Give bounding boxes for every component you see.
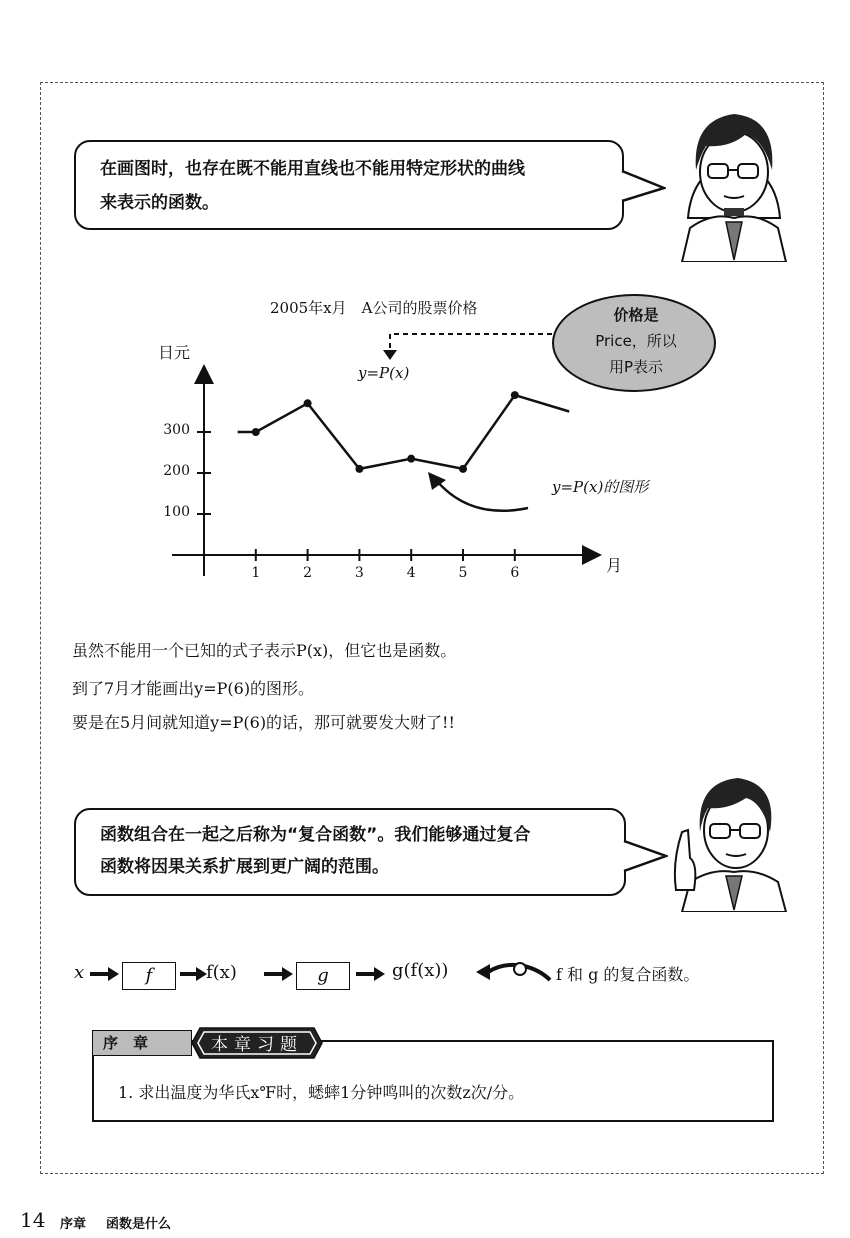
bubble-bottom-tail — [622, 838, 668, 874]
graph-pointer-arrow — [436, 480, 528, 511]
footer-chapter: 序章 — [60, 1217, 87, 1232]
price-series-line — [238, 395, 570, 469]
x-tick-label: 5 — [458, 565, 468, 581]
data-point — [511, 391, 519, 399]
oval-line3: 用P表示 — [608, 358, 664, 376]
y-tick-label: 300 — [163, 422, 190, 438]
chain-arrow-3 — [262, 964, 294, 984]
connector-arrowhead — [383, 350, 397, 360]
page-number: 14 — [20, 1208, 46, 1232]
chain-fx: f(x) — [206, 962, 237, 983]
x-tick-label: 2 — [303, 565, 313, 581]
price-note-oval — [552, 294, 716, 392]
x-tick-label: 4 — [406, 565, 416, 581]
function-box-f: f — [122, 962, 176, 990]
paragraph-line2: 到了7月才能画出y=P(6)的图形。 — [72, 679, 315, 698]
data-point — [459, 465, 467, 473]
badge-connector — [322, 1039, 776, 1043]
chain-arrow-4 — [354, 964, 386, 984]
chart-title: 2005年x月 A公司的股票价格 — [270, 299, 478, 317]
bubble-top-line1: 在画图时，也存在既不能用直线也不能用特定形状的曲线 — [100, 159, 525, 179]
composition-note: f 和 g 的复合函数。 — [556, 965, 700, 984]
data-point — [304, 399, 312, 407]
function-box-g: g — [296, 962, 350, 990]
x-tick-label: 1 — [251, 565, 261, 581]
oval-line1: 价格是 — [613, 306, 659, 324]
data-point — [407, 455, 415, 463]
character-illustration-bottom — [668, 772, 798, 912]
y-axis-unit: 日元 — [158, 343, 191, 362]
paragraph-line3: 要是在5月间就知道y=P(6)的话，那可就要发大财了!! — [72, 713, 455, 732]
y-tick-label: 100 — [163, 504, 190, 520]
oval-connector-dashed — [390, 334, 552, 352]
function-label: y=P(x) — [358, 364, 410, 382]
paragraph-line1: 虽然不能用一个已知的式子表示P(x)，但它也是函数。 — [72, 641, 457, 660]
chain-arrow-2 — [178, 964, 208, 984]
y-tick-label: 200 — [163, 463, 190, 479]
exercise-badge-label: 本章习题 — [211, 1035, 303, 1055]
footer-title: 函数是什么 — [106, 1217, 172, 1232]
composition-pointer-icon — [474, 958, 554, 986]
speech-bubble-bottom — [74, 808, 626, 896]
bubble-bottom-line2: 函数将因果关系扩展到更广阔的范围。 — [100, 857, 389, 877]
exercise-badge — [190, 1026, 324, 1060]
chain-arrow-1 — [88, 964, 120, 984]
chain-x: x — [74, 962, 85, 983]
data-point — [355, 465, 363, 473]
x-tick-label: 3 — [354, 565, 364, 581]
bubble-top-line2: 来表示的函数。 — [100, 193, 219, 213]
chain-gfx: g(f(x)) — [392, 960, 449, 981]
bubble-bottom-line1: 函数组合在一起之后称为“复合函数”。我们能够通过复合 — [100, 825, 531, 845]
graph-label: y=P(x)的图形 — [552, 478, 649, 496]
x-tick-label: 6 — [510, 565, 520, 581]
data-point — [252, 428, 260, 436]
chapter-tab: 序 章 — [92, 1030, 192, 1056]
exercise-question: 1. 求出温度为华氏x℉时，蟋蟀1分钟鸣叫的次数z次/分。 — [118, 1083, 525, 1102]
oval-line2: Price，所以 — [595, 332, 677, 350]
x-axis-unit: 月 — [606, 556, 623, 575]
